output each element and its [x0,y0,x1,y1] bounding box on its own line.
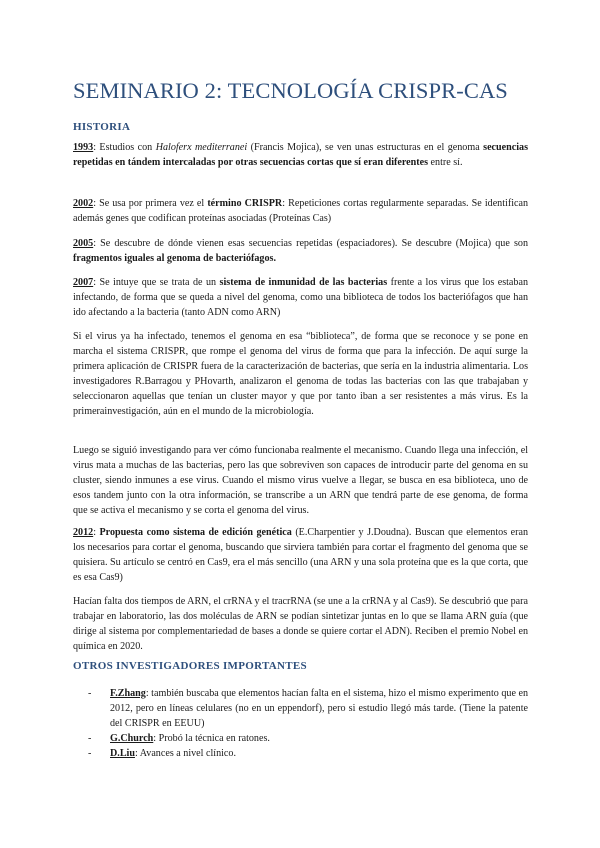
paragraph-arn: Hacían falta dos tiempos de ARN, el crRNA y el tracrRNA (se une a la crRNA y al Cas9). Se descubrió que para trabajar en laboratorio, las dos moléculas de ARN se podían sintetizar juntas en lo que se llama ARN guía (que dirige al sistema por complementariedad de bases a donde se quiere cortar el ADN). Reciben el premio Nobel en química en 2020. [73,596,528,652]
highlight-text: término CRISPR [207,198,283,209]
researcher-name: D.Liu [110,748,135,759]
researcher-name: G.Church [110,733,154,744]
section-heading-historia: HISTORIA [73,121,131,133]
year-label: 1993 [73,142,94,153]
page-title: SEMINARIO 2: TECNOLOGÍA CRISPR-CAS [73,78,508,103]
highlight-text: Propuesta como sistema de edición genética [99,527,292,538]
highlight-text: fragmentos iguales al genoma de bacteriófagos. [73,253,276,264]
section-heading-otros: OTROS INVESTIGADORES IMPORTANTES [73,660,307,672]
paragraph-2005: 2005: Se descubre de dónde vienen esas secuencias repetidas (espaciadores). Se descubre (Mojica) que son fragmentos iguales al genoma de bacteriófagos. [73,238,528,264]
paragraph-2002: 2002: Se usa por primera vez el término CRISPR: Repeticiones cortas regularmente separadas. Se identifican además genes que codifican proteínas asociadas (Proteínas Cas) [73,198,529,224]
list-item: - G.Church: Probó la técnica en ratones. [88,733,270,744]
paragraph-mecanismo: Luego se siguió investigando para ver cómo funcionaba realmente el mecanismo. Cuando llega una infección, el virus mata a muchas de las bacterias, pero las que sobreviven son capaces de introducir parte del genoma en su cluster, siendo inmunes a ese virus. Cuando el mismo virus vuelve a llegar, se busca en esa biblioteca, uno de esos tandem junto con la otra información, se transcribe a un ARN que tendrá parte de ese genoma, de forma que se activa el mecanismo y se corta el genoma del virus. [73,445,528,516]
highlight-text: secuencias repetidas en tándem intercaladas por otras secuencias cortas que sí eran diferentes [73,142,528,168]
year-label: 2012 [73,527,94,538]
paragraph-2007: 2007: Se intuye que se trata de un sistema de inmunidad de las bacterias frente a los virus que los estaban infectando, de forma que se queda a nivel del genoma, como una biblioteca de todos los bacteriófagos que han ido afectando a la bacteria (tanto ADN como ARN) [73,277,528,318]
paragraph-1993: 1993: Estudios con Haloferx mediterranei (Francis Mojica), se ven unas estructuras en el genoma secuencias repetidas en tándem intercaladas por otras secuencias cortas que sí eran diferentes entre sí. [73,142,528,168]
highlight-text: sistema de inmunidad de las bacterias [219,277,388,288]
year-label: 2002 [73,198,94,209]
researcher-name: F.Zhang [110,688,146,699]
researchers-list [73,686,528,761]
list-item: - D.Liu: Avances a nivel clínico. [88,748,236,759]
paragraph-2012: 2012: Propuesta como sistema de edición genética (E.Charpentier y J.Doudna). Buscan que elementos eran los necesarios para cortar el genoma, buscando que sirviera también para cortar el fragmento del genoma que se quisiera. Su artículo se centró en Cas9, era el más sencillo (una ARN y una sola proteína que es la que corta, que es esa Cas9) [73,527,528,583]
list-dash: - [88,688,92,699]
year-label: 2005 [73,238,94,249]
paragraph-virus: Si el virus ya ha infectado, tenemos el genoma en esa “biblioteca”, de forma que se reconoce y se pone en marcha el sistema CRISPR, que rompe el genoma del virus de forma que para la infección. De aquí surge la primera aplicación de CRISPR fuera de la caracterización de bacterias, que sería en la industria alimentaria. Los investigadores R.Barragou y PHovarth, analizaron el genoma de todas las bacterias con las que trabajaban y seleccionaron aquellas que tenían un cluster mayor y que por tanto iban a ser resistentes a más virus. Es la primerainvestigación, aún en el mundo de la microbiología. [73,331,528,417]
list-dash: - [88,733,92,744]
species-name: Haloferx mediterranei [155,142,248,153]
list-item: - F.Zhang: también buscaba que elementos hacían falta en el sistema, hizo el mismo experimento que en 2012, pero en líneas celulares (no en un eppendorf), pero si estudio llegó más tarde. (Tiene la patente del CRISPR en EEUU) [88,688,528,729]
list-dash: - [88,748,92,759]
year-label: 2007 [73,277,94,288]
